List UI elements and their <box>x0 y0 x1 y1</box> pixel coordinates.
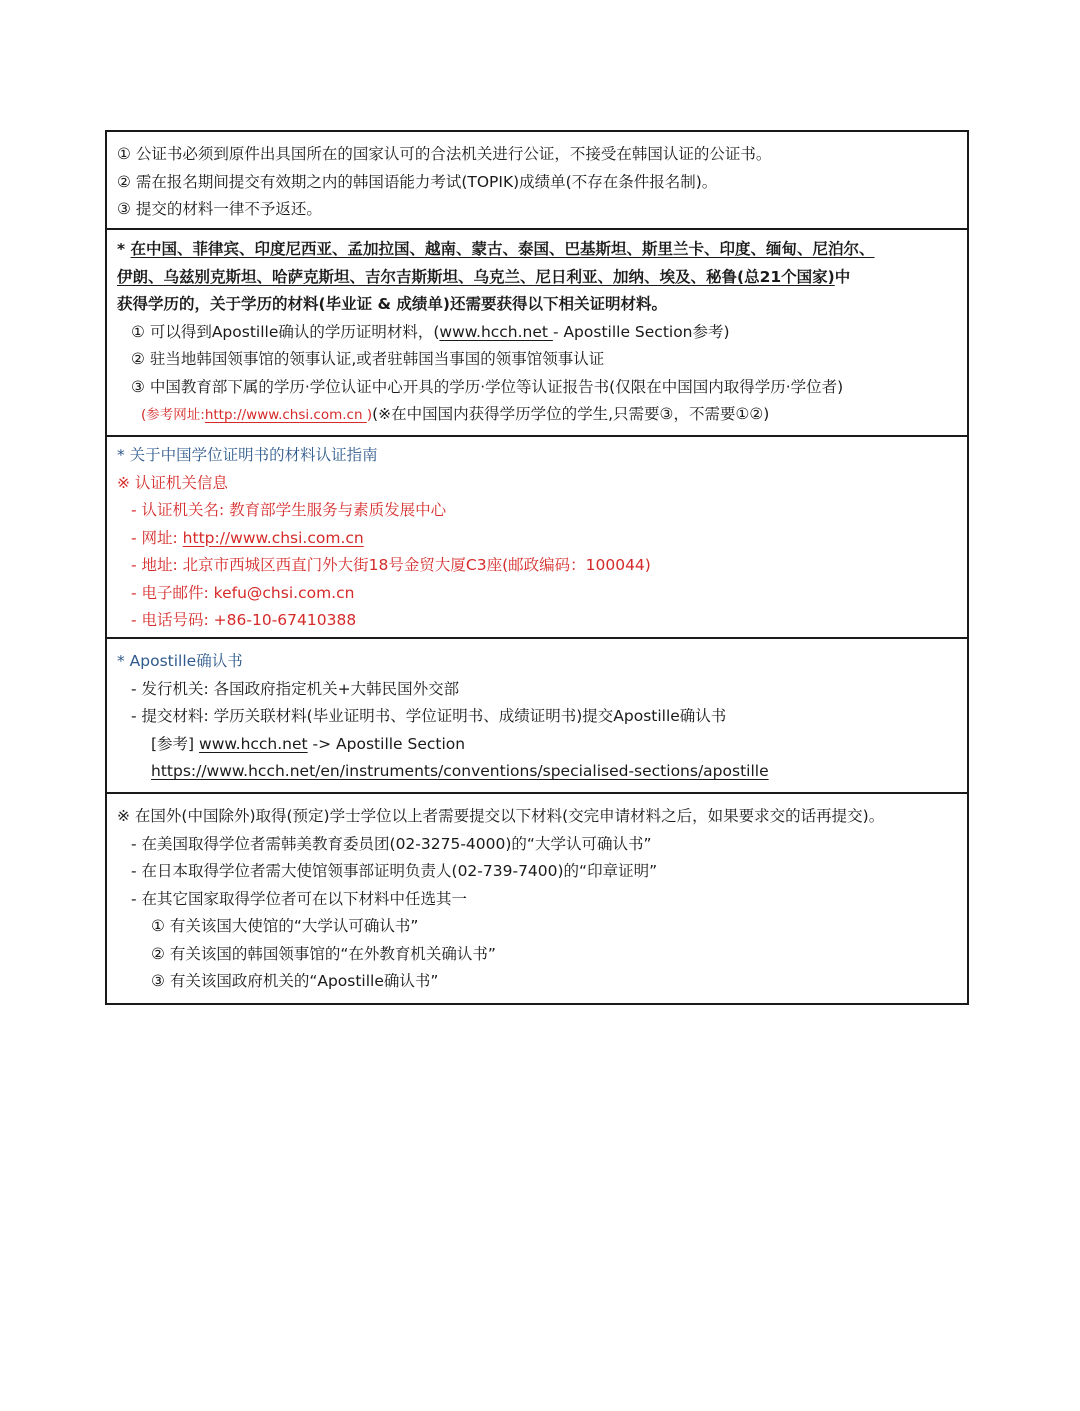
apostille-issuer: - 发行机关: 各国政府指定机关+大韩民国外交部 <box>131 679 460 698</box>
china-guide-title: * 关于中国学位证明书的材料认证指南 <box>117 446 378 464</box>
agency-info-title: ※ 认证机关信息 <box>117 473 228 492</box>
country-list-line-1 <box>117 236 959 264</box>
reference-line <box>117 401 959 430</box>
other-option-3: ③ 有关该国政府机关的“Apostille确认书” <box>151 972 439 990</box>
other-option-1: ① 有关该国大使馆的“大学认可确认书” <box>151 917 419 935</box>
option-apostille-tail: - Apostille Section参考) <box>552 322 730 341</box>
agency-phone <box>117 607 959 635</box>
agency-address: - 地址: 北京市西城区西直门外大街18号金贸大厦C3座(邮政编码：100044) <box>131 556 651 574</box>
apostille-reference <box>117 731 959 759</box>
apostille-title: * Apostille确认书 <box>117 652 243 670</box>
apostille-url-line <box>117 758 959 786</box>
other-option-2: ② 有关该国的韩国领事馆的“在外教育机关确认书” <box>151 944 496 963</box>
hcch-home-link[interactable]: www.hcch.net <box>199 734 308 753</box>
country-list-line-2 <box>117 264 959 292</box>
option-consular: ② 驻当地韩国领事馆的领事认证,或者驻韩国当事国的领事馆领事认证 <box>131 350 605 368</box>
foreign-degree-section <box>107 794 967 1003</box>
note-notarization: ① 公证书必须到原件出具国所在的国家认可的合法机关进行公证，不接受在韩国认证的公证书。 <box>117 145 772 163</box>
apostille-section <box>107 639 967 794</box>
japan-degree-note: - 在日本取得学位者需大使馆领事部证明负责人(02-739-7400)的“印章证明” <box>131 862 658 880</box>
reference-tag: [参考] <box>151 734 200 753</box>
email-label: - 电子邮件: <box>131 583 214 602</box>
notice-document <box>105 130 969 1005</box>
country-list-tail: 中 <box>834 267 851 286</box>
email-value[interactable]: kefu@chsi.com.cn <box>213 583 355 602</box>
option-chsi-report: ③ 中国教育部下属的学历·学位认证中心开具的学历·学位等认证报告书(仅限在中国国内取得学历·学位者) <box>131 377 844 396</box>
foreign-degree-intro: ※ 在国外(中国除外)取得(预定)学士学位以上者需要提交以下材料(交完申请材料之后，如果要求交的话再提交)。 <box>117 807 885 825</box>
website-link[interactable]: http://www.chsi.com.cn <box>182 528 364 547</box>
bullet-mark: * <box>117 240 131 258</box>
reference-note: (※在中国国内获得学历学位的学生,只需要③，不需要①②) <box>372 405 770 423</box>
agency-website <box>117 525 959 553</box>
option-apostille-text: ① 可以得到Apostille确认的学历证明材料，( <box>131 322 440 341</box>
other-country-note: - 在其它国家取得学位者可在以下材料中任选其一 <box>131 889 468 908</box>
agency-email <box>117 580 959 608</box>
reference-close: ) <box>366 407 373 423</box>
phone-value: +86-10-67410388 <box>213 611 357 629</box>
general-notes-section <box>107 132 967 230</box>
apostille-url-link[interactable]: https://www.hcch.net/en/instruments/conventions/specialised-sections/apostille <box>151 762 769 780</box>
option-apostille <box>117 319 959 347</box>
country-requirements-section <box>107 230 967 437</box>
website-label: - 网址: <box>131 528 183 547</box>
hcch-link[interactable]: www.hcch.net <box>439 322 553 341</box>
phone-label: - 电话号码: <box>131 611 214 629</box>
country-list-1: 在中国、菲律宾、印度尼西亚、孟加拉国、越南、蒙古、泰国、巴基斯坦、斯里兰卡、印度、缅甸、尼泊尔、 <box>130 240 875 258</box>
usa-degree-note: - 在美国取得学位者需韩美教育委员团(02-3275-4000)的“大学认可确认书” <box>131 834 652 853</box>
china-degree-guide-section <box>107 437 967 639</box>
country-list-2: 伊朗、乌兹别克斯坦、哈萨克斯坦、吉尔吉斯斯坦、乌克兰、尼日利亚、加纳、埃及、秘鲁(总21个国家) <box>117 267 835 286</box>
chsi-link[interactable]: http://www.chsi.com.cn <box>204 407 367 423</box>
note-topik: ② 需在报名期间提交有效期之内的韩国语能力考试(TOPIK)成绩单(不存在条件报名制)。 <box>117 172 718 191</box>
reference-section: -> Apostille Section <box>307 734 466 753</box>
degree-materials-note: 获得学历的，关于学历的材料(毕业证 & 成绩单)还需要获得以下相关证明材料。 <box>117 295 667 313</box>
note-no-return: ③ 提交的材料一律不予返还。 <box>117 200 322 218</box>
apostille-submission: - 提交材料: 学历关联材料(毕业证明书、学位证明书、成绩证明书)提交Apostille确认书 <box>131 707 727 725</box>
reference-label: (参考网址: <box>141 407 205 423</box>
agency-name: - 认证机关名: 教育部学生服务与素质发展中心 <box>131 501 447 519</box>
